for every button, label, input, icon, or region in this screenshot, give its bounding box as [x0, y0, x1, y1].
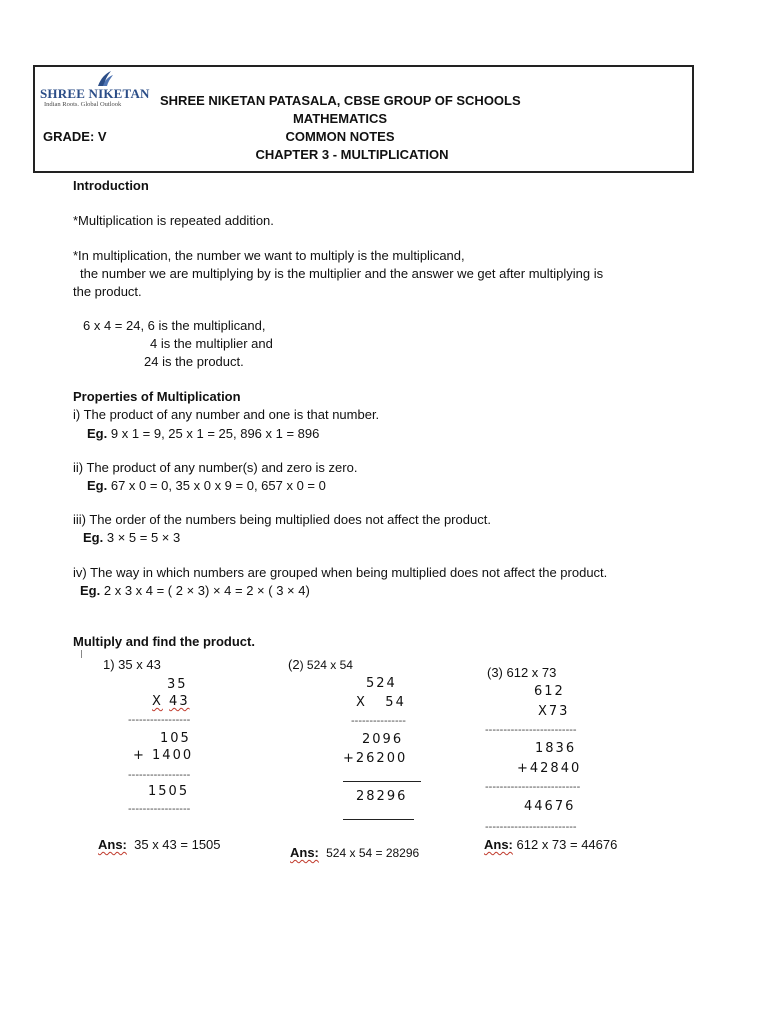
properties-heading: Properties of Multiplication: [73, 389, 241, 404]
intro-heading: Introduction: [73, 178, 149, 193]
problem-2-rule-1: ---------------: [351, 715, 406, 727]
intro-line-2b: the number we are multiplying by is the multiplier and the answer we get after multiplying is: [80, 266, 604, 281]
intro-example-2: 4 is the multiplier and: [150, 336, 273, 351]
problem-2-multiplicand: 524: [366, 676, 397, 691]
problem-3-multiplicand: 612: [534, 684, 565, 699]
problem-3-rule-1: -------------------------: [485, 724, 577, 736]
property-3-example: [83, 530, 180, 546]
ans-text: 524 x 54 = 28296: [326, 846, 420, 860]
intro-example-1: 6 x 4 = 24, 6 is the multiplicand,: [83, 318, 266, 333]
logo-name: SHREE NIKETAN: [40, 86, 150, 101]
eg-label: Eg.: [80, 583, 101, 598]
school-logo: [40, 70, 170, 112]
problem-1-partial-1: 105: [160, 731, 191, 746]
problem-1-partial-2: + 1400: [133, 748, 194, 763]
notes-title: COMMON NOTES: [285, 129, 395, 144]
ans-label: Ans:: [290, 845, 319, 860]
problem-1-rule-1: -----------------: [128, 714, 191, 726]
problem-3-partial-1: 1836: [535, 741, 577, 756]
property-1: i) The product of any number and one is that number.: [73, 407, 380, 422]
problem-3-answer: [484, 837, 617, 853]
problem-2-partial-2: +26200: [343, 751, 408, 766]
problem-3-product: 44676: [524, 799, 576, 814]
logo-tagline: Indian Roots. Global Outlook: [44, 101, 122, 108]
multiply-sign: X: [152, 694, 163, 709]
title-text: ) 524 x 54: [299, 658, 353, 672]
school-name: SHREE NIKETAN PATASALA, CBSE GROUP OF SCHOOLS: [160, 93, 521, 108]
ans-text: 35 x 43 = 1505: [134, 837, 221, 852]
chapter-title: CHAPTER 3 - MULTIPLICATION: [255, 147, 449, 162]
subject-title: MATHEMATICS: [292, 111, 388, 126]
intro-line-1: *Multiplication is repeated addition.: [73, 213, 274, 228]
problem-2-answer: [290, 845, 419, 861]
eg-label: Eg.: [87, 426, 108, 441]
intro-line-2a: *In multiplication, the number we want to multiply is the multiplicand,: [73, 248, 465, 263]
text-cursor: [81, 650, 82, 658]
problem-3-title: (3) 612 x 73: [487, 665, 557, 680]
problem-3-partial-2: +42840: [517, 761, 582, 776]
eg-text: 9 x 1 = 9, 25 x 1 = 25, 896 x 1 = 896: [110, 426, 320, 441]
eg-label: Eg.: [83, 530, 104, 545]
property-1-example: [87, 426, 319, 442]
property-4-example: [80, 583, 310, 599]
eg-label: Eg.: [87, 478, 108, 493]
problem-3-rule-3: -------------------------: [485, 821, 577, 833]
ans-label: Ans:: [484, 837, 513, 852]
problem-2-rule-2: [343, 781, 421, 782]
intro-line-2c: the product.: [73, 284, 142, 299]
ans-label: Ans:: [98, 837, 127, 852]
property-3: iii) The order of the numbers being multiplied does not affect the product.: [73, 512, 491, 527]
problem-1-title: 1) 35 x 43: [103, 657, 161, 672]
property-2-example: [87, 478, 326, 494]
problem-2-title: [288, 657, 353, 673]
problem-2-partial-1: 2096: [362, 732, 404, 747]
problem-2-product: 28296: [356, 789, 408, 804]
eg-text: 67 x 0 = 0, 35 x 0 x 9 = 0, 657 x 0 = 0: [110, 478, 326, 493]
problem-1-rule-3: -----------------: [128, 803, 191, 815]
problem-2-multiplier: X 54: [356, 695, 406, 710]
property-4: iv) The way in which numbers are grouped when being multiplied does not affect the product.: [73, 565, 608, 580]
problem-1-product: 1505: [148, 784, 190, 799]
problem-3-rule-2: --------------------------: [485, 781, 581, 793]
problem-1-answer: [98, 837, 221, 853]
grade-label: GRADE: V: [43, 129, 107, 144]
eg-text: 2 x 3 x 4 = ( 2 × 3) × 4 = 2 × ( 3 × 4): [103, 583, 310, 598]
exercise-heading: Multiply and find the product.: [73, 634, 255, 649]
title-number: (2: [288, 657, 300, 672]
eg-text: 3 × 5 = 5 × 3: [106, 530, 181, 545]
problem-2-rule-3: [343, 819, 414, 820]
multiplier-digits: 43: [169, 694, 190, 709]
problem-1-multiplier: [152, 694, 190, 710]
ans-text: 612 x 73 = 44676: [516, 837, 618, 852]
problem-3-multiplier: X73: [538, 704, 570, 719]
problem-1-multiplicand: 35: [167, 677, 188, 692]
property-2: ii) The product of any number(s) and zero is zero.: [73, 460, 358, 475]
intro-example-3: 24 is the product.: [144, 354, 244, 369]
problem-1-rule-2: -----------------: [128, 769, 191, 781]
